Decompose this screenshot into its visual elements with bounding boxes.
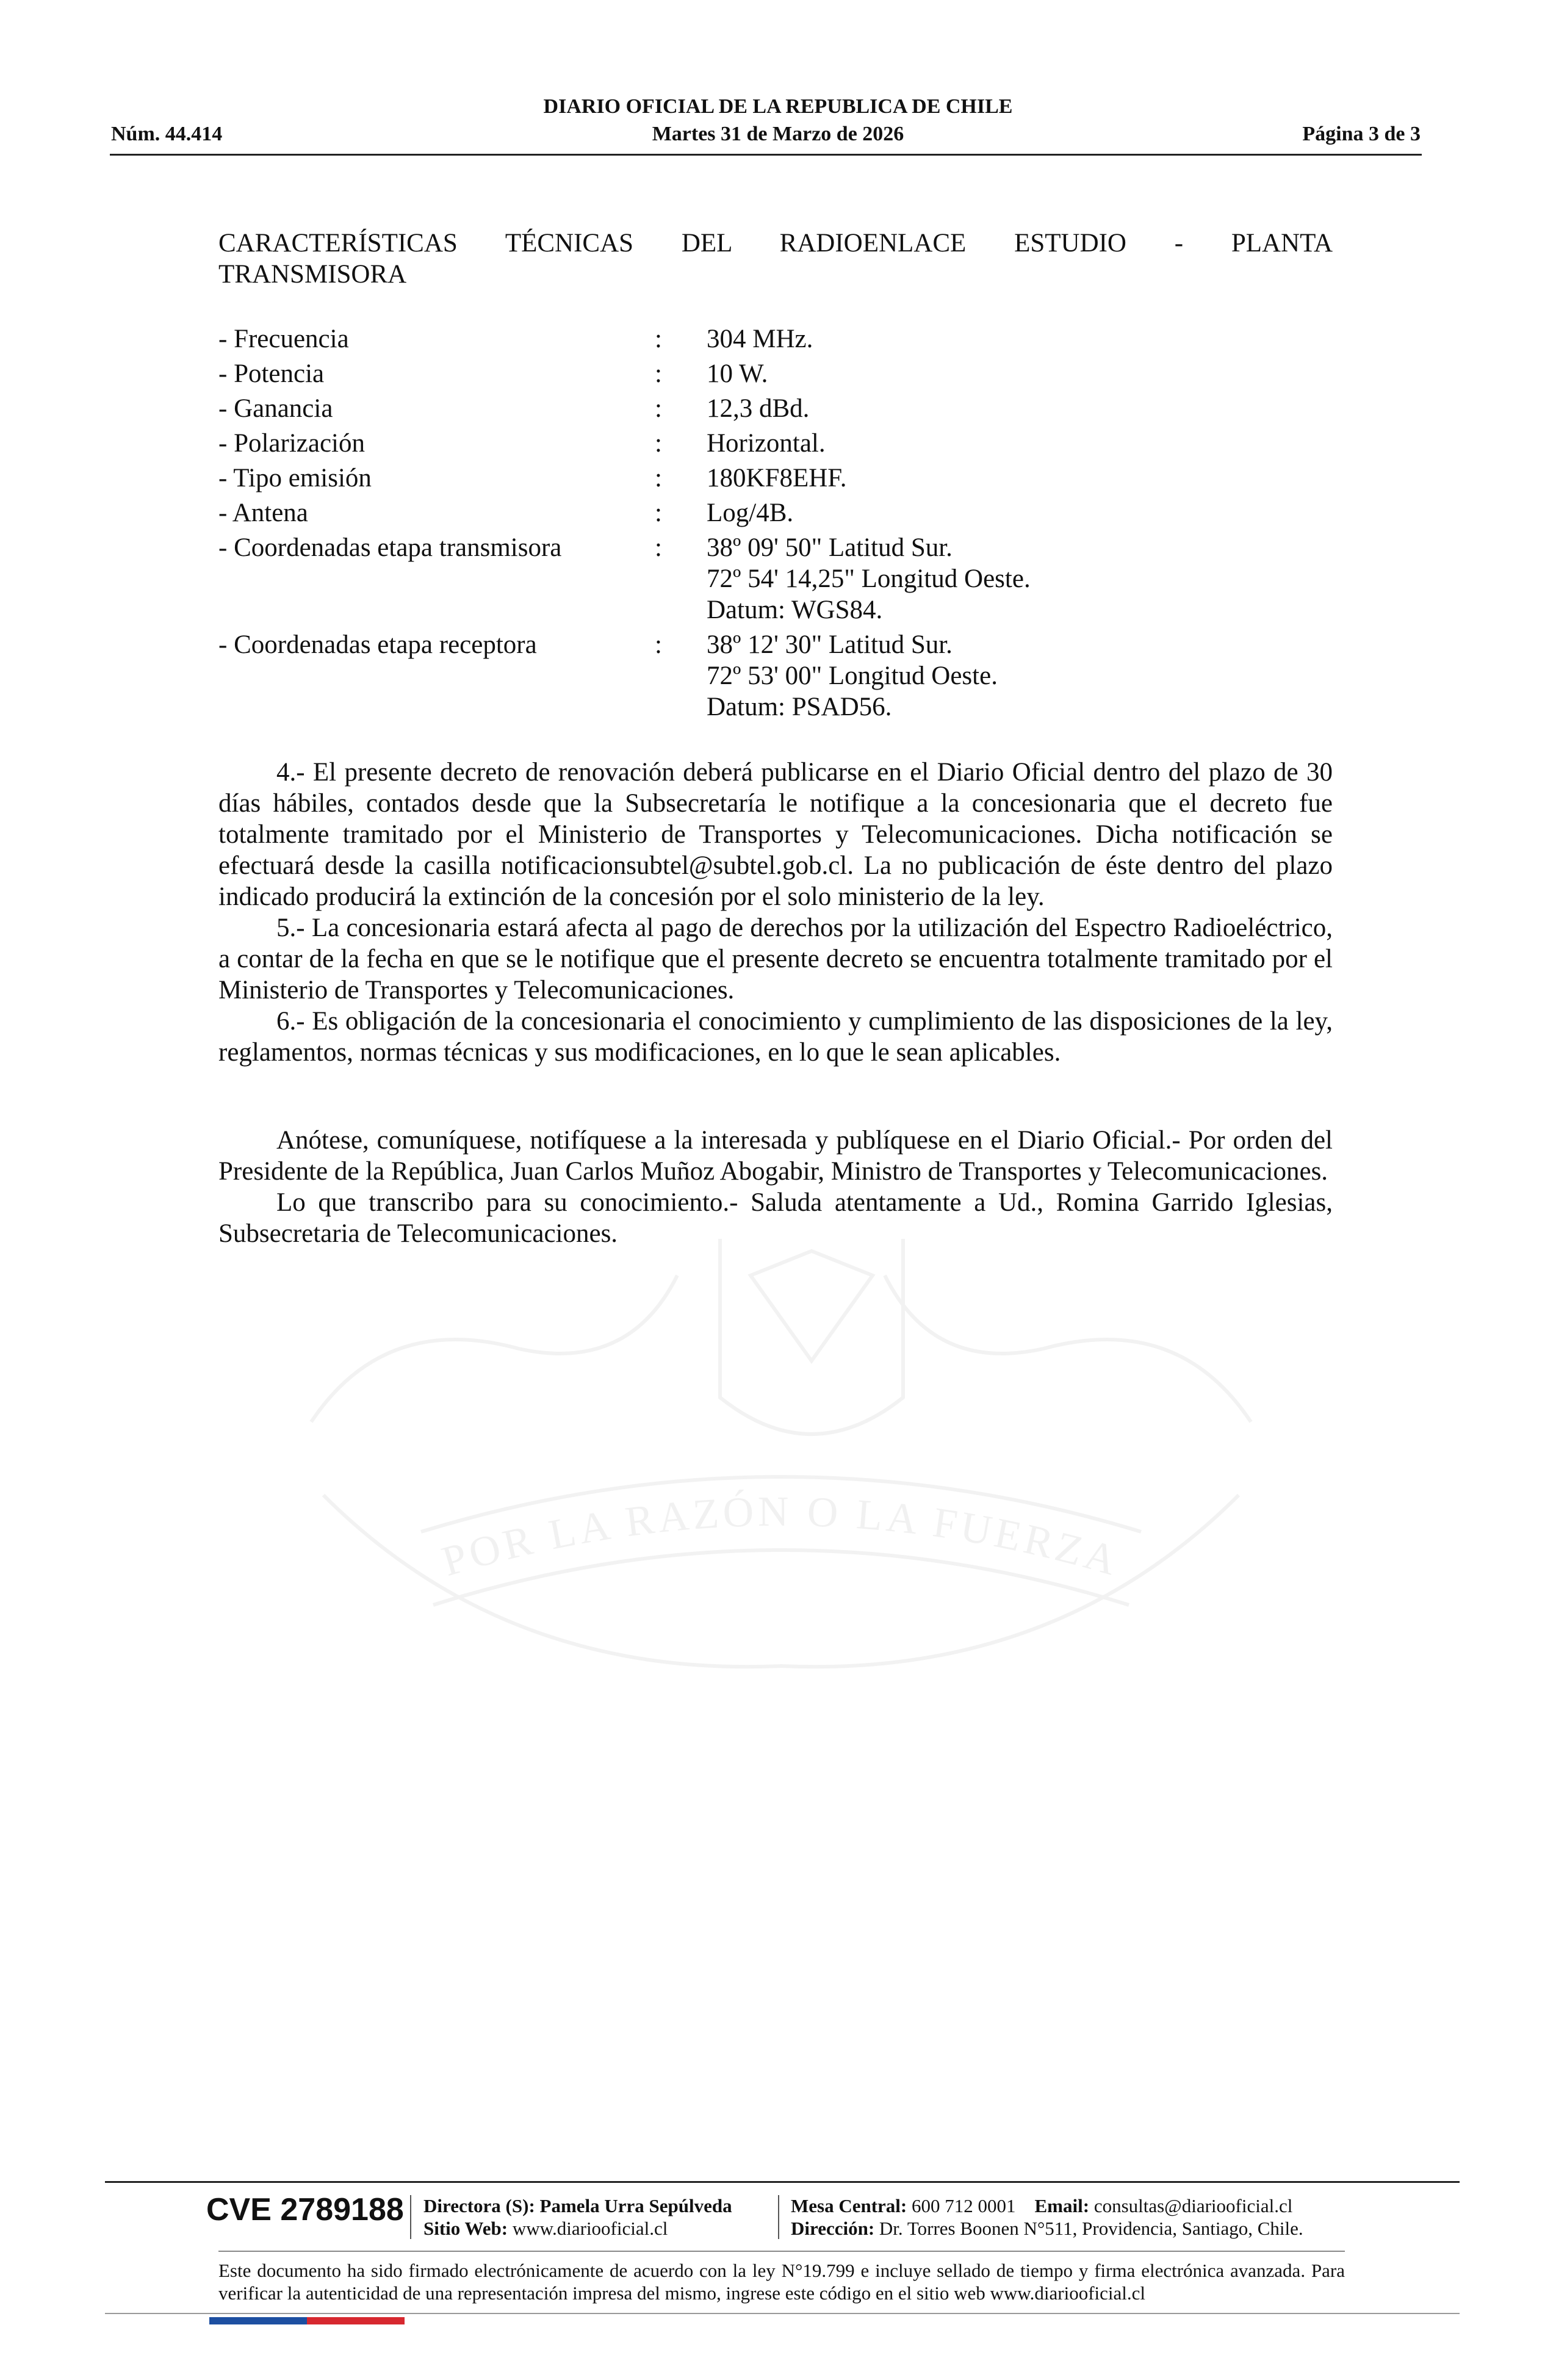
article-4: 4.- El presente decreto de renovación deberá publicarse en el Diario Oficial dentro del plazo de 30 días hábiles, contados desde que la Subsecretaría le notifique a la concesionaria que el decreto fue totalmente tramitado por el Ministerio de Transportes y Telecomunicaciones. Dicha notificación se efectuará desde la casilla notificacionsubtel@subtel.gob.cl. La no publicación de éste dentro del plazo indicado producirá la extinción de la concesión por el solo ministerio de la ley. [218,758,1333,911]
decree-articles [218,757,1333,1068]
watermark-motto: POR LA RAZÓN O LA FUERZA [436,1488,1125,1586]
article-6: 6.- Es obligación de la concesionaria el conocimiento y cumplimiento de las disposiciones de la ley, reglamentos, normas técnicas y sus modificaciones, en lo que le sean aplicables. [218,1007,1333,1067]
spec-label: - Coordenadas etapa transmisora [218,533,562,562]
spec-value: 72º 53' 00" Longitud Oeste. [707,662,998,690]
footer-phone-label: Mesa Central: [791,2195,907,2216]
spec-value: Horizontal. [707,429,826,458]
signature-note: Este documento ha sido firmado electrónicamente de acuerdo con la ley N°19.799 e incluye sellado de tiempo y firma electrónica avanzada. Para verificar la autenticidad de una representación impresa del mismo, ingrese este código en el sitio web www.diariooficial.cl [218,2260,1345,2304]
spec-colon: : [655,325,662,353]
footer-address-label: Dirección: [791,2218,875,2239]
spec-value: 10 W. [707,359,768,388]
spec-label: - Polarización [218,429,365,458]
flag-stripe-red [307,2317,405,2324]
spec-value: 12,3 dBd. [707,394,810,423]
spec-colon: : [655,533,662,562]
issue-number: Núm. 44.414 [111,123,223,145]
footer-address: Dr. Torres Boonen N°511, Providencia, Santiago, Chile. [879,2218,1303,2239]
spec-value: 72º 54' 14,25" Longitud Oeste. [707,564,1031,593]
spec-value: Datum: PSAD56. [707,693,892,721]
spec-colon: : [655,394,662,423]
spec-colon: : [655,630,662,659]
spec-label: - Ganancia [218,394,333,423]
spec-colon: : [655,464,662,492]
spec-value: 38º 12' 30" Latitud Sur. [707,630,953,659]
spec-label: - Coordenadas etapa receptora [218,630,537,659]
spec-colon: : [655,429,662,458]
spec-label: - Potencia [218,359,325,388]
section-title-word: ESTUDIO [1014,229,1126,258]
spec-colon: : [655,359,662,388]
footer-divider-top [105,2181,1460,2183]
section-title-word: TÉCNICAS [505,229,634,258]
newspaper-title: DIARIO OFICIAL DE LA REPUBLICA DE CHILE [543,95,1013,118]
footer-separator [778,2195,779,2239]
spec-value: 180KF8EHF. [707,464,847,492]
section-title-word: - [1174,229,1184,258]
spec-label: - Tipo emisión [218,464,372,492]
spec-colon: : [655,499,662,527]
cve-code: CVE 2789188 [206,2192,404,2227]
section-title-word: DEL [681,229,732,258]
header-divider [110,154,1422,156]
footer-director: Directora (S): Pamela Urra Sepúlveda [423,2195,732,2216]
spec-value: 304 MHz. [707,325,813,353]
section-title-word: CARACTERÍSTICAS [218,229,458,258]
footer-phone: 600 712 0001 [912,2195,1016,2216]
footer-web-link[interactable]: www.diariooficial.cl [512,2218,668,2239]
footer-contact-right [791,2194,1303,2240]
spec-value: 38º 09' 50" Latitud Sur. [707,533,953,562]
footer-email-label: Email: [1034,2195,1090,2216]
closing-block [218,1125,1333,1249]
spec-value: Log/4B. [707,499,794,527]
page-number: Página 3 de 3 [1302,123,1421,145]
article-5: 5.- La concesionaria estará afecta al pago de derechos por la utilización del Espectro Radioeléctrico, a contar de la fecha en que se le notifique que el presente decreto se encuentra totalmente tramitado por el Ministerio de Transportes y Telecomunicaciones. [218,914,1333,1004]
footer-email-link[interactable]: consultas@diariooficial.cl [1093,2195,1293,2216]
section-title-line2: TRANSMISORA [218,260,407,289]
section-title-word: PLANTA [1231,229,1333,258]
section-title-word: RADIOENLACE [779,229,967,258]
footer-divider-mid [218,2251,1345,2252]
issue-date: Martes 31 de Marzo de 2026 [652,123,904,145]
spec-label: - Frecuencia [218,325,349,353]
closing-paragraph: Anótese, comuníquese, notifíquese a la interesada y publíquese en el Diario Oficial.- Por orden del Presidente de la República, Juan Carlos Muñoz Abogabir, Ministro de Transportes y Telecomunicaciones. [218,1126,1333,1186]
transcribe-paragraph: Lo que transcribo para su conocimiento.- Saluda atentamente a Ud., Romina Garrido Iglesias, Subsecretaria de Telecomunicaciones. [218,1188,1333,1248]
footer-web-label: Sitio Web: [423,2218,508,2239]
coat-of-arms-watermark [201,1239,1361,1703]
spec-label: - Antena [218,499,308,527]
footer-divider-bottom [105,2313,1460,2314]
footer-contact-left [423,2194,732,2240]
flag-stripe-blue [209,2317,307,2324]
section-title [218,228,1333,259]
spec-value: Datum: WGS84. [707,596,883,624]
footer-separator [410,2195,411,2239]
